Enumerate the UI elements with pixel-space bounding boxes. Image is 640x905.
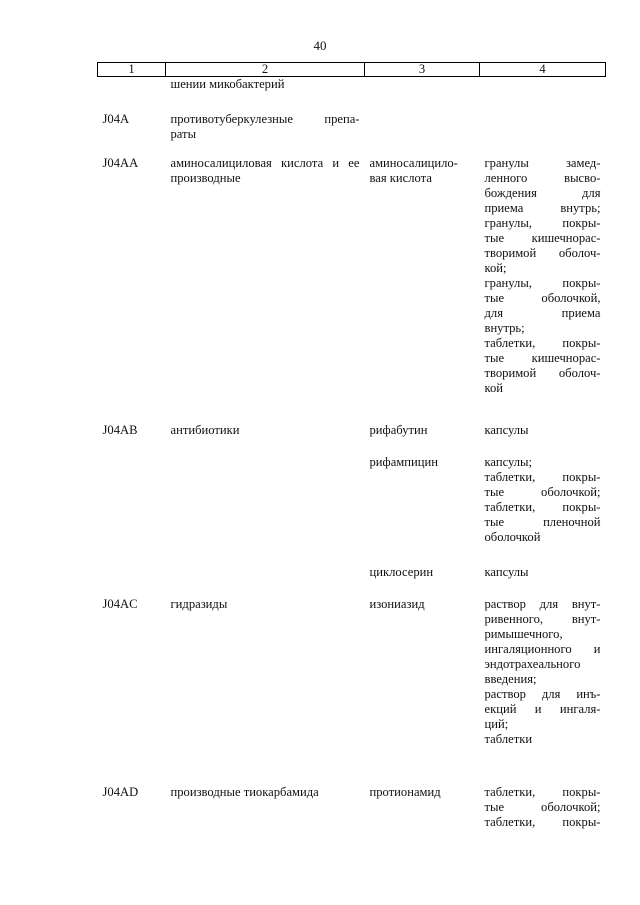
drug-table	[97, 62, 606, 855]
dosage-form-cell	[480, 785, 606, 855]
drug-group-cell: противотуберкулезные препа- раты	[170, 111, 360, 141]
table-row	[98, 423, 606, 455]
dosage-form-line: оболочкой	[484, 529, 541, 544]
atc-code-cell: J04AC	[102, 596, 138, 611]
dosage-form-line: раствор для внут-	[484, 596, 601, 611]
dosage-form-line: приема внутрь;	[484, 200, 601, 215]
dosage-form-line: раствор для инъ-	[484, 686, 601, 701]
drug-name-cell: протионамид	[369, 784, 441, 799]
dosage-form-cell	[480, 156, 606, 423]
dosage-form-line: тые оболочкой;	[484, 799, 601, 814]
drug-name-cell: рифабутин	[369, 422, 428, 437]
drug-group-cell: производные тиокарбамида	[170, 784, 319, 799]
dosage-form-line: екций и ингаля-	[484, 701, 601, 716]
dosage-form-line: капсулы	[484, 422, 529, 437]
dosage-form-line: таблетки, покры-	[484, 814, 601, 829]
table-body	[98, 77, 606, 855]
dosage-form-line: бождения для	[484, 185, 601, 200]
table-row	[98, 156, 606, 423]
dosage-form-cell	[480, 112, 606, 156]
dosage-form-line: кой	[484, 380, 504, 395]
dosage-form-line: таблетки	[484, 731, 533, 746]
atc-code-cell: J04AB	[102, 422, 138, 437]
column-header-4: 4	[480, 63, 606, 77]
dosage-form-line: таблетки, покры-	[484, 784, 601, 799]
dosage-form-cell	[480, 565, 606, 597]
atc-code-cell: J04A	[102, 111, 130, 126]
drug-group-cell: гидразиды	[170, 596, 228, 611]
table-row	[98, 455, 606, 565]
dosage-form-line: творимой оболоч-	[484, 245, 601, 260]
drug-name-cell	[365, 112, 480, 156]
dosage-form-line: капсулы;	[484, 454, 533, 469]
dosage-form-line: внутрь;	[484, 320, 525, 335]
atc-code-cell	[98, 455, 166, 565]
dosage-form-line: тые кишечнорас-	[484, 230, 601, 245]
dosage-form-line: тые кишечнорас-	[484, 350, 601, 365]
dosage-form-line: творимой оболоч-	[484, 365, 601, 380]
dosage-form-line: римышечного,	[484, 626, 563, 641]
column-header-3: 3	[365, 63, 480, 77]
dosage-form-line: тые оболочкой;	[484, 484, 601, 499]
dosage-form-line: таблетки, покры-	[484, 335, 601, 350]
atc-code-cell	[98, 77, 166, 112]
dosage-form-line: кой;	[484, 260, 507, 275]
drug-name-cell: циклосерин	[369, 564, 434, 579]
column-header-2: 2	[166, 63, 365, 77]
drug-name-cell: аминосалицило- вая кислота	[369, 155, 458, 185]
drug-group-cell: антибиотики	[170, 422, 240, 437]
atc-code-cell: J04AD	[102, 784, 139, 799]
drug-name-cell: изониазид	[369, 596, 425, 611]
dosage-form-line: таблетки, покры-	[484, 499, 601, 514]
dosage-form-line: капсулы	[484, 564, 529, 579]
dosage-form-cell	[480, 77, 606, 112]
dosage-form-cell	[480, 423, 606, 455]
header-row	[98, 63, 606, 77]
dosage-form-line: гранулы, покры-	[484, 275, 601, 290]
atc-code-cell	[98, 565, 166, 597]
table-row	[98, 565, 606, 597]
drug-name-cell: рифампицин	[369, 454, 438, 469]
dosage-form-line: таблетки, покры-	[484, 469, 601, 484]
dosage-form-cell	[480, 455, 606, 565]
dosage-form-line: ривенного, внут-	[484, 611, 601, 626]
drug-name-cell	[365, 77, 480, 112]
drug-group-cell: шении микобактерий	[170, 77, 285, 91]
dosage-form-line: ций;	[484, 716, 509, 731]
dosage-form-line: ленного высво-	[484, 170, 601, 185]
dosage-form-line: гранулы замед-	[484, 155, 601, 170]
table-row	[98, 77, 606, 112]
dosage-form-line: гранулы, покры-	[484, 215, 601, 230]
column-header-1: 1	[98, 63, 166, 77]
table-row	[98, 112, 606, 156]
table-row	[98, 597, 606, 785]
drug-group-cell: аминосалициловая кислота и ее производные	[170, 155, 360, 185]
table-row	[98, 785, 606, 855]
dosage-form-line: введения;	[484, 671, 537, 686]
drug-group-cell	[166, 455, 365, 565]
drug-group-cell	[166, 565, 365, 597]
dosage-form-line: эндотрахеального	[484, 656, 581, 671]
dosage-form-line: ингаляционного и	[484, 641, 601, 656]
atc-code-cell: J04AA	[102, 155, 139, 170]
page-number: 40	[313, 38, 327, 53]
dosage-form-line: тые пленочной	[484, 514, 601, 529]
dosage-form-line: для приема	[484, 305, 601, 320]
dosage-form-cell	[480, 597, 606, 785]
dosage-form-line: тые оболочкой,	[484, 290, 601, 305]
